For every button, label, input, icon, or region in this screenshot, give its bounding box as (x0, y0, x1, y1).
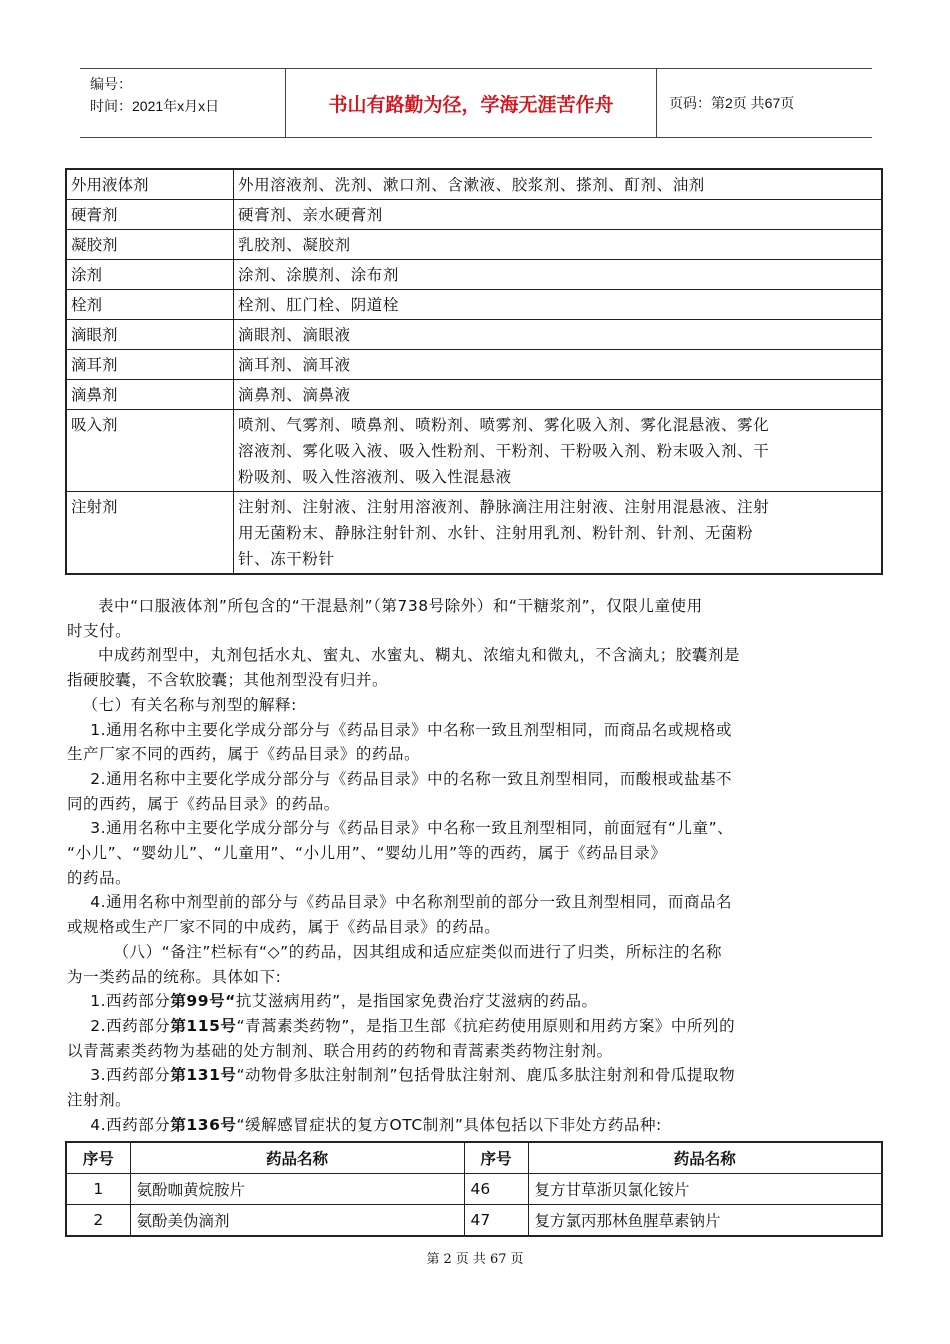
text-run: “动物骨多肽注射制剂”包括骨肽注射剂、鹿瓜多肽注射剂和骨瓜提取物 (236, 1066, 736, 1085)
table-cell: 46 (464, 1174, 528, 1205)
table-row (66, 260, 882, 290)
dosage-form-name: 注射剂 (66, 492, 234, 575)
item-number: 第136号 (170, 1115, 237, 1134)
dosage-form-name: 滴眼剂 (66, 320, 234, 350)
text-line: 以青蒿素类药物为基础的处方制剂、联合用药的药物和青蒿素类药物注射剂。 (67, 1041, 613, 1060)
dosage-form-name: 栓剂 (66, 290, 234, 320)
dosage-form-includes: 硬膏剂、亲水硬膏剂 (234, 200, 883, 230)
dosage-form-name: 吸入剂 (66, 410, 234, 492)
column-header: 序号 (464, 1142, 528, 1174)
column-header: 药品名称 (528, 1142, 882, 1174)
table-row (66, 320, 882, 350)
doc-number-label: 编号： (90, 76, 132, 92)
text-line: 4.通用名称中剂型前的部分与《药品目录》中名称剂型前的部分一致且剂型相同，而商品名 (90, 893, 733, 912)
table-row (66, 169, 882, 200)
footer-text: 第 (426, 1252, 440, 1267)
text-line: 注射剂。 (67, 1091, 132, 1110)
table-row (66, 1174, 882, 1205)
text-line: 同的西药，属于《药品目录》的药品。 (67, 794, 340, 813)
paragraph (67, 816, 884, 890)
text-run: 2.西药部分 (90, 1016, 171, 1035)
column-header: 药品名称 (130, 1142, 464, 1174)
table-cell: 2 (66, 1205, 130, 1237)
dosage-form-name: 硬膏剂 (66, 200, 234, 230)
text-line (67, 1014, 884, 1039)
dosage-form-includes: 滴耳剂、滴耳液 (234, 350, 883, 380)
dosage-form-includes: 外用溶液剂、洗剂、漱口剂、含漱液、胶浆剂、搽剂、酊剂、油剂 (234, 169, 883, 200)
dosage-form-name: 滴耳剂 (66, 350, 234, 380)
paragraph (67, 643, 884, 692)
text-line: 2.通用名称中主要化学成分部分与《药品目录》中的名称一致且剂型相同，而酸根或盐基不 (90, 769, 733, 788)
dosage-form-includes: 栓剂、肛门栓、阴道栓 (234, 290, 883, 320)
includes-line: 针、冻干粉针 (238, 550, 335, 568)
text-line: 表中“口服液体剂”所包含的“干混悬剂”（第738号除外）和“干糖浆剂”，仅限儿童使用 (98, 597, 703, 615)
dosage-form-includes: 滴鼻剂、滴鼻液 (234, 380, 883, 410)
section-heading: （七）有关名称与剂型的解释: (82, 695, 297, 714)
dosage-form-name: 外用液体剂 (66, 169, 234, 200)
table-row (66, 492, 882, 575)
dosage-form-includes: 乳胶剂、凝胶剂 (234, 230, 883, 260)
body-text (67, 594, 884, 1137)
text-line: 1.通用名称中主要化学成分部分与《药品目录》中名称一致且剂型相同，而商品名或规格或 (90, 720, 733, 739)
table-cell: 复方甘草浙贝氯化铵片 (528, 1174, 882, 1205)
item-number: 第115号 (170, 1016, 237, 1035)
includes-line: 粉吸剂、吸入性溶液剂、吸入性混悬液 (238, 468, 512, 486)
includes-line: 溶液剂、雾化吸入液、吸入性粉剂、干粉剂、干粉吸入剂、粉末吸入剂、干 (238, 442, 770, 460)
text-run: “缓解感冒症状的复方OTC制剂”具体包括以下非处方药品种: (236, 1115, 662, 1134)
table-cell: 1 (66, 1174, 130, 1205)
footer-text: 页 (510, 1252, 524, 1267)
footer-current-page: 2 (443, 1252, 452, 1267)
dosage-form-includes: 滴眼剂、滴眼液 (234, 320, 883, 350)
footer-total-pages: 67 (489, 1252, 507, 1267)
paragraph (67, 940, 884, 989)
page-footer (0, 1248, 950, 1267)
text-line: 指硬胶囊，不含软胶囊；其他剂型没有归并。 (67, 671, 389, 690)
item-number: 第99号“ (170, 992, 236, 1011)
dosage-form-includes (234, 410, 883, 492)
table-row (66, 230, 882, 260)
text-run: 1.西药部分 (90, 992, 171, 1011)
dosage-form-name: 凝胶剂 (66, 230, 234, 260)
text-line: 的药品。 (67, 868, 132, 887)
table-cell: 47 (464, 1205, 528, 1237)
table-cell: 氨酚美伪滴剂 (130, 1205, 464, 1237)
paragraph (67, 594, 884, 643)
table-row (66, 410, 882, 492)
paragraph (67, 767, 884, 816)
header-page-info: 页码：第2页 共67页 (669, 95, 795, 111)
dosage-form-table (65, 168, 883, 575)
doc-date: 时间：2021年x月x日 (90, 98, 220, 114)
dosage-form-name: 滴鼻剂 (66, 380, 234, 410)
dosage-form-includes: 涂剂、涂膜剂、涂布剂 (234, 260, 883, 290)
includes-line: 喷剂、气雾剂、喷鼻剂、喷粉剂、喷雾剂、雾化吸入剂、雾化混悬液、雾化 (238, 416, 770, 434)
text-line: 中成药剂型中，丸剂包括水丸、蜜丸、水蜜丸、糊丸、浓缩丸和微丸，不含滴丸；胶囊剂是 (98, 646, 741, 665)
text-run: 3.西药部分 (90, 1066, 171, 1085)
page-header (80, 68, 872, 138)
footer-text: 页 共 (455, 1252, 486, 1267)
text-run: 4.西药部分 (90, 1115, 171, 1134)
text-line: 3.通用名称中主要化学成分部分与《药品目录》中名称一致且剂型相同，前面冠有“儿童”、 (90, 819, 734, 838)
table-row (66, 350, 882, 380)
paragraph (67, 1063, 884, 1112)
text-line: 为一类药品的统称。具体如下: (67, 967, 282, 986)
table-row (66, 290, 882, 320)
paragraph (67, 989, 884, 1014)
table-row (66, 380, 882, 410)
paragraph (67, 890, 884, 939)
text-line (67, 1063, 884, 1088)
paragraph (67, 1113, 884, 1138)
text-line: “小儿”、“婴幼儿”、“儿童用”、“小儿用”、“婴幼儿用”等的西药，属于《药品目录》 (67, 844, 667, 863)
text-line: 生产厂家不同的西药，属于《药品目录》的药品。 (67, 745, 421, 764)
paragraph (67, 718, 884, 767)
text-line: （八）“备注”栏标有“◇”的药品，因其组成和适应症类似而进行了归类，所标注的名称 (113, 942, 723, 961)
paragraph (67, 1014, 884, 1063)
table-row (66, 1205, 882, 1237)
table-header-row (66, 1142, 882, 1174)
item-number: 第131号 (170, 1066, 237, 1085)
text-run: 抗艾滋病用药”，是指国家免费治疗艾滋病的药品。 (235, 992, 598, 1011)
text-run: “青蒿素类药物”，是指卫生部《抗疟药使用原则和用药方案》中所列的 (236, 1016, 736, 1035)
text-line: 或规格或生产厂家不同的中成药，属于《药品目录》的药品。 (67, 918, 501, 937)
header-motto: 书山有路勤为径，学海无涯苦作舟 (285, 69, 657, 137)
includes-line: 用无菌粉末、静脉注射针剂、水针、注射用乳剂、粉针剂、针剂、无菌粉 (238, 524, 754, 542)
table-cell: 氨酚咖黄烷胺片 (130, 1174, 464, 1205)
includes-line: 注射剂、注射液、注射用溶液剂、静脉滴注用注射液、注射用混悬液、注射 (238, 498, 770, 516)
header-meta (80, 69, 285, 137)
dosage-form-includes (234, 492, 883, 575)
table-row (66, 200, 882, 230)
text-line: 时支付。 (67, 621, 132, 640)
column-header: 序号 (66, 1142, 130, 1174)
otc-product-table (65, 1141, 883, 1237)
table-cell: 复方氯丙那林鱼腥草素钠片 (528, 1205, 882, 1237)
dosage-form-name: 涂剂 (66, 260, 234, 290)
